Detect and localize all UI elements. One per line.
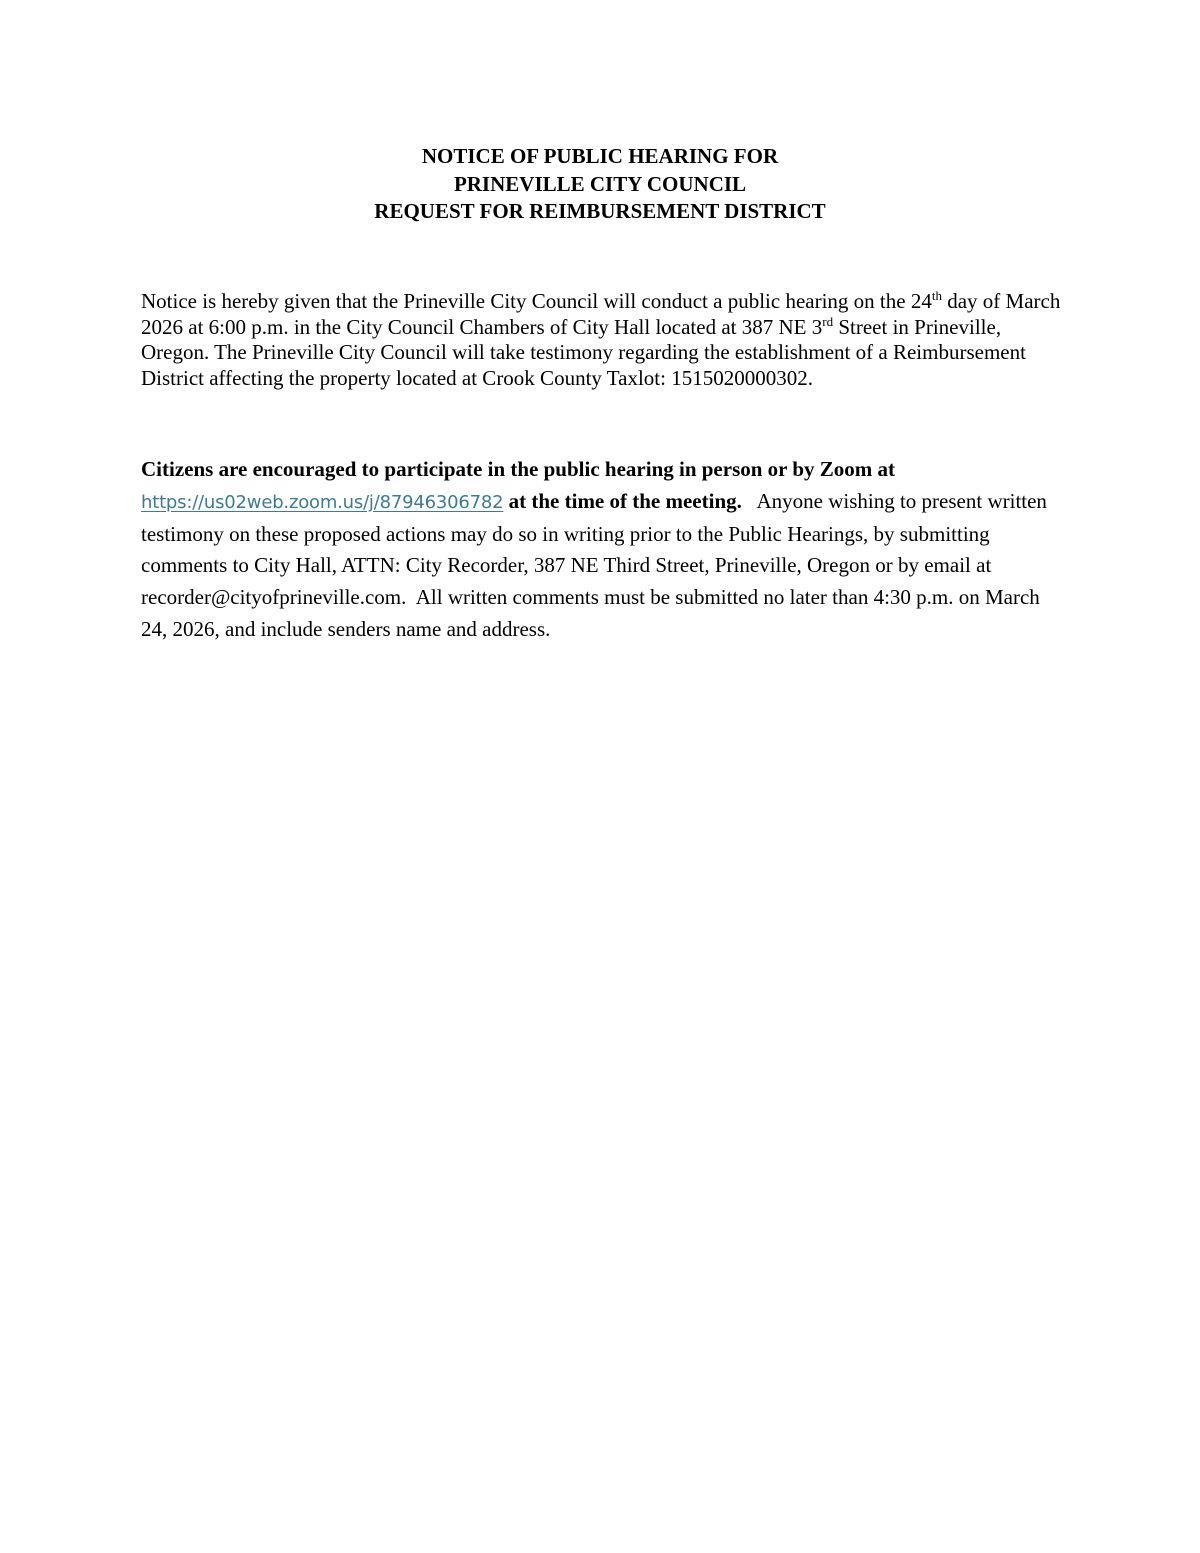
notice-title xyxy=(0,143,1200,226)
title-line-2: PRINEVILLE CITY COUNCIL xyxy=(453,171,747,196)
zoom-meeting-link[interactable]: https://us02web.zoom.us/j/87946306782 xyxy=(141,491,504,513)
participation-time-note: at the time of the meeting. xyxy=(503,488,742,513)
hearing-notice-paragraph xyxy=(141,289,1071,391)
written-testimony-text: Anyone wishing to present written testimony on these proposed actions may do so in writing prior to the Public Hearings, by submitting comments to City Hall, ATTN: City Recorder, 387 NE Third Street, Prineville, Oregon or by email at recorder@cityofprineville.com. All written comments must be submitted no later than 4:30 p.m. on March 24, 2026, and include senders name and address. xyxy=(141,488,1053,641)
paragraph1-text-b: day of March 2026 at 6:00 p.m. in the City Council Chambers of City Hall located at 387 NE 3 xyxy=(141,289,1061,339)
participation-paragraph xyxy=(141,454,1071,646)
paragraph1-text-a: Notice is hereby given that the Prineville City Council will conduct a public hearing on the 24 xyxy=(141,289,932,313)
participation-intro: Citizens are encouraged to participate in the public hearing in person or by Zoom at xyxy=(141,457,896,481)
ordinal-suffix-th: th xyxy=(931,288,942,303)
title-line-1: NOTICE OF PUBLIC HEARING FOR xyxy=(421,144,779,168)
paragraph1-text-c: Street in Prineville, Oregon. The Prineville City Council will take testimony regarding the establishment of a Reimbursement District affecting the property located at Crook County Taxlot: 1515020000302. xyxy=(141,314,1026,390)
ordinal-suffix-rd: rd xyxy=(822,313,834,329)
title-line-3: REQUEST FOR REIMBURSEMENT DISTRICT xyxy=(374,199,826,223)
